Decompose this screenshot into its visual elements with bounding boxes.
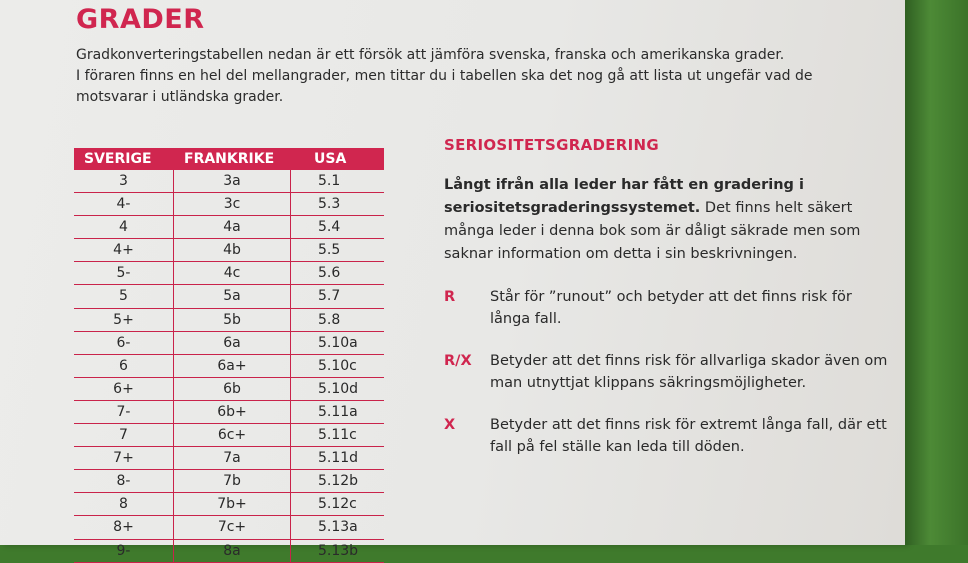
cell-usa: 5.11a bbox=[318, 403, 358, 420]
cell-frankrike: 4b bbox=[174, 239, 291, 261]
cell-sverige: 9- bbox=[74, 540, 174, 562]
table-row bbox=[74, 285, 384, 308]
cell-sverige: 6 bbox=[74, 355, 174, 377]
header-frankrike: FRANKRIKE bbox=[184, 151, 275, 167]
table-row bbox=[74, 447, 384, 470]
cell-sverige: 8- bbox=[74, 470, 174, 492]
cell-usa: 5.8 bbox=[318, 311, 341, 328]
seriousness-title: SERIOSITETSGRADERING bbox=[444, 136, 659, 154]
cell-frankrike: 7a bbox=[174, 447, 291, 469]
table-row bbox=[74, 170, 384, 193]
cell-frankrike: 7b+ bbox=[174, 493, 291, 515]
table-body bbox=[74, 170, 384, 563]
cell-frankrike: 5b bbox=[174, 309, 291, 331]
cell-frankrike: 4a bbox=[174, 216, 291, 238]
intro-line: Gradkonverteringstabellen nedan är ett försök att jämföra svenska, franska och amerikanska grader. bbox=[76, 47, 785, 63]
cell-frankrike: 7b bbox=[174, 470, 291, 492]
cell-usa: 5.5 bbox=[318, 242, 341, 259]
cell-frankrike: 6b bbox=[174, 378, 291, 400]
cell-sverige: 4- bbox=[74, 193, 174, 215]
cell-frankrike: 6b+ bbox=[174, 401, 291, 423]
intro-paragraph bbox=[76, 45, 836, 108]
cell-frankrike: 8a bbox=[174, 540, 291, 562]
cell-usa: 5.7 bbox=[318, 288, 341, 305]
cell-usa: 5.11c bbox=[318, 427, 357, 444]
table-row bbox=[74, 401, 384, 424]
cell-usa: 5.1 bbox=[318, 173, 341, 189]
cell-sverige: 6+ bbox=[74, 378, 174, 400]
cell-sverige: 7 bbox=[74, 424, 174, 446]
cell-sverige: 5 bbox=[74, 285, 174, 307]
definition-item bbox=[444, 286, 894, 330]
table-row bbox=[74, 378, 384, 401]
cell-frankrike: 3a bbox=[174, 170, 291, 192]
cell-usa: 5.10d bbox=[318, 380, 359, 397]
definition-text: Betyder att det finns risk för allvarliga skador även om man utnyttjat klippans säkringsmöjligheter. bbox=[490, 353, 888, 391]
background-surface bbox=[905, 0, 968, 545]
rating-definitions bbox=[444, 286, 894, 478]
table-header bbox=[74, 148, 384, 170]
header-usa: USA bbox=[314, 151, 347, 167]
intro-line: motsvarar i utländska grader. bbox=[76, 89, 284, 105]
definition-code: X bbox=[444, 417, 456, 433]
cell-frankrike: 6c+ bbox=[174, 424, 291, 446]
cell-usa: 5.10c bbox=[318, 357, 357, 374]
grade-conversion-table bbox=[74, 148, 384, 563]
cell-sverige: 8+ bbox=[74, 516, 174, 538]
header-sverige: SVERIGE bbox=[84, 151, 152, 167]
cell-usa: 5.13b bbox=[318, 542, 359, 559]
cell-sverige: 5- bbox=[74, 262, 174, 284]
table-row bbox=[74, 516, 384, 539]
table-row bbox=[74, 309, 384, 332]
definition-item bbox=[444, 414, 894, 458]
cell-frankrike: 6a+ bbox=[174, 355, 291, 377]
cell-sverige: 3 bbox=[74, 170, 174, 192]
table-row bbox=[74, 470, 384, 493]
cell-usa: 5.12b bbox=[318, 473, 359, 490]
table-row bbox=[74, 332, 384, 355]
definition-item bbox=[444, 350, 894, 394]
table-row bbox=[74, 193, 384, 216]
cell-usa: 5.4 bbox=[318, 219, 341, 236]
seriousness-body: Det finns helt säkert många leder i denna bok som är dåligt säkrade men som saknar information om detta i sin beskrivningen. bbox=[444, 200, 861, 262]
table-row bbox=[74, 540, 384, 563]
cell-sverige: 7+ bbox=[74, 447, 174, 469]
cell-usa: 5.10a bbox=[318, 334, 358, 351]
cell-frankrike: 5a bbox=[174, 285, 291, 307]
seriousness-lead: Långt ifrån alla leder har fått en gradering i seriositetsgraderingssystemet. bbox=[444, 177, 804, 216]
cell-frankrike: 3c bbox=[174, 193, 291, 215]
cell-usa: 5.12c bbox=[318, 496, 357, 513]
cell-usa: 5.3 bbox=[318, 196, 341, 213]
table-row bbox=[74, 493, 384, 516]
table-row bbox=[74, 424, 384, 447]
cell-usa: 5.13a bbox=[318, 519, 358, 536]
cell-sverige: 6- bbox=[74, 332, 174, 354]
cell-sverige: 4 bbox=[74, 216, 174, 238]
intro-line: I föraren finns en hel del mellangrader, men tittar du i tabellen ska det nog gå att lista ut ungefär vad de bbox=[76, 68, 813, 84]
seriousness-paragraph bbox=[444, 174, 884, 266]
definition-text: Står för ”runout” och betyder att det finns risk för långa fall. bbox=[490, 289, 852, 327]
table-row bbox=[74, 216, 384, 239]
definition-code: R/X bbox=[444, 353, 472, 369]
definition-code: R bbox=[444, 289, 456, 305]
table-row bbox=[74, 239, 384, 262]
page-title: GRADER bbox=[76, 4, 205, 35]
cell-frankrike: 6a bbox=[174, 332, 291, 354]
cell-sverige: 4+ bbox=[74, 239, 174, 261]
cell-frankrike: 7c+ bbox=[174, 516, 291, 538]
table-row bbox=[74, 262, 384, 285]
cell-usa: 5.11d bbox=[318, 450, 359, 467]
cell-frankrike: 4c bbox=[174, 262, 291, 284]
definition-text: Betyder att det finns risk för extremt långa fall, där ett fall på fel ställe kan leda till döden. bbox=[490, 417, 887, 455]
cell-sverige: 7- bbox=[74, 401, 174, 423]
cell-usa: 5.6 bbox=[318, 265, 341, 282]
table-row bbox=[74, 355, 384, 378]
cell-sverige: 5+ bbox=[74, 309, 174, 331]
cell-sverige: 8 bbox=[74, 493, 174, 515]
